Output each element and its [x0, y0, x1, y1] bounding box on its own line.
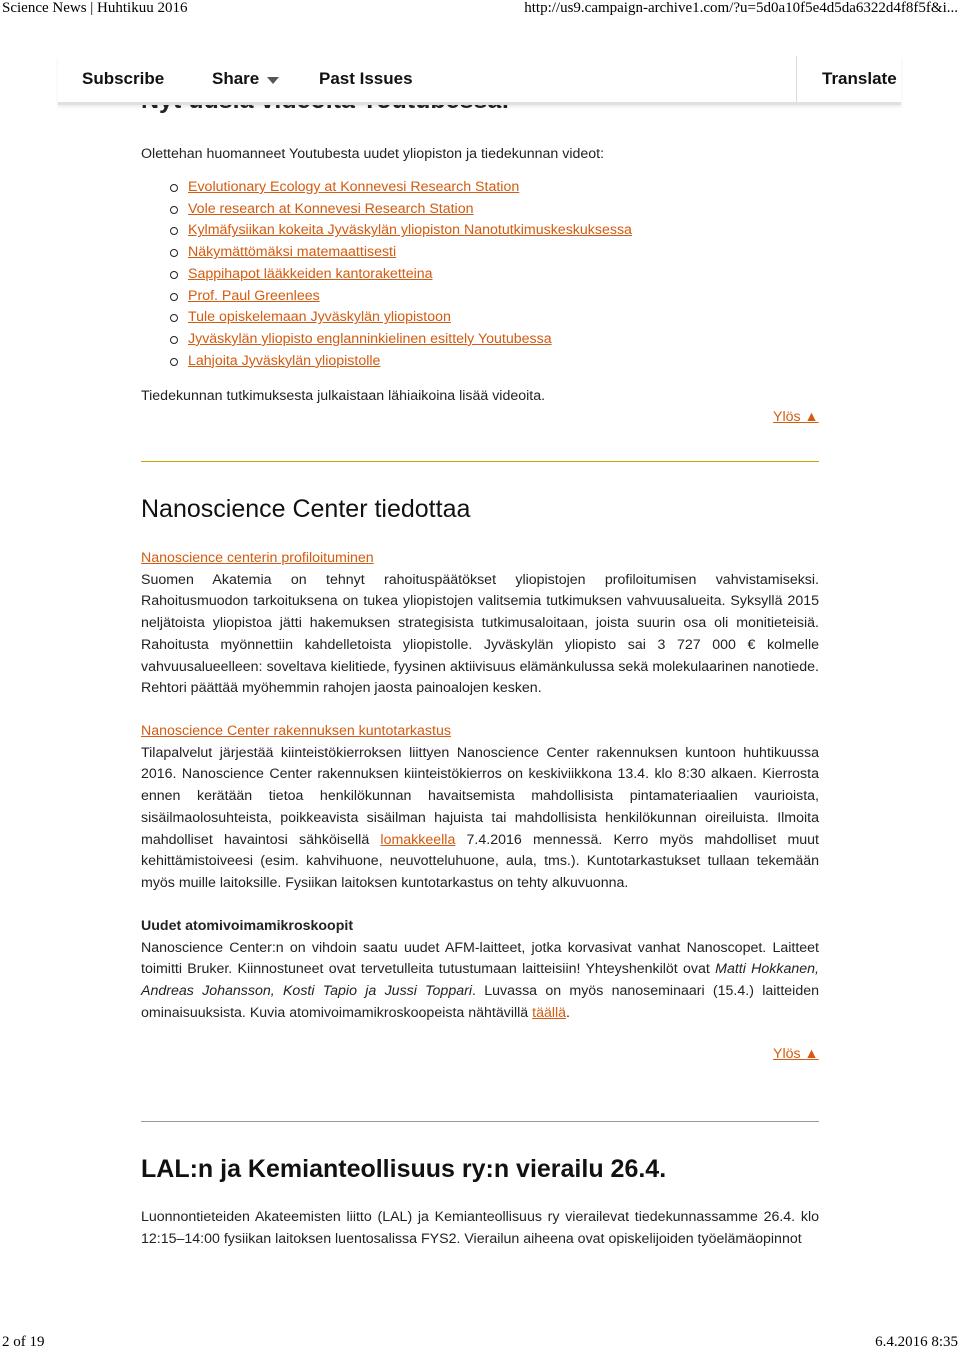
list-item — [170, 177, 632, 199]
video-link[interactable]: Näkymättömäksi matemaattisesti — [188, 244, 397, 261]
video-link[interactable]: Evolutionary Ecology at Konnevesi Research Station — [188, 179, 520, 195]
bullet-icon — [170, 227, 178, 235]
profiloituminen-link[interactable]: Nanoscience centerin profiloituminen — [141, 550, 374, 566]
subscribe-link[interactable]: Subscribe — [82, 69, 165, 88]
video-link[interactable]: Prof. Paul Greenlees — [188, 287, 320, 304]
video-link[interactable]: Lahjoita Jyväskylän yliopistolle — [188, 352, 381, 369]
form-link[interactable]: lomakkeella — [380, 831, 456, 848]
lal-title: LAL:n ja Kemianteollisuus ry:n vierailu 26.4. — [141, 1155, 667, 1183]
profiloituminen-block — [141, 548, 819, 700]
top-navbar — [58, 56, 901, 105]
videos-outro-block — [141, 386, 819, 408]
lal-text: Luonnontieteiden Akateemisten liitto (LAL) ja Kemianteollisuus ry vierailevat tiedekunnassamme 26.4. klo 12:15–14:00 fysiikan laitoksen luentosalissa FYS2. Vierailun aiheena ovat opiskelijoiden työelämäopinnot — [141, 1209, 819, 1247]
video-link[interactable]: Sappihapot lääkkeiden kantoraketteina — [188, 265, 433, 282]
afm-heading: Uudet atomivoimamikroskoopit — [141, 918, 354, 934]
translate-button[interactable]: Translate — [822, 69, 897, 88]
video-link[interactable]: Tule opiskelemaan Jyväskylän yliopistoon — [188, 309, 451, 326]
list-item — [170, 220, 632, 242]
list-item — [170, 307, 632, 329]
list-item — [170, 264, 632, 286]
nav-divider — [796, 56, 797, 102]
bullet-icon — [170, 314, 178, 322]
list-item — [170, 351, 632, 373]
video-link[interactable]: Vole research at Konnevesi Research Station — [188, 200, 474, 217]
profiloituminen-text: Suomen Akatemia on tehnyt rahoituspäätökset yliopistojen profiloitumisen vahvistamiseksi. Rahoitusmuodon tarkoituksena on tukea yliopistojen valitsemia tutkimuksen vahvuusalueita. Syksyllä 2015 neljätoista yliopistoa jätti hakemuksen strategisista tutkimusaloitaan, joista suurin osa oli monitieteisiä. Rahoitusta myönnettiin kahdelletoista yliopistolle. Jyväskylän yliopisto sai 3 727 000 € kolmelle vahvuusalueelleen: soveltava kielitiede, fyysinen aktiivisuus elämänkulussa sekä molekulaarinen nanotiede. Rehtori päättää myöhemmin rahojen jaosta painoalojen kesken. — [141, 571, 819, 697]
print-datetime: 6.4.2016 8:35 — [875, 1334, 958, 1350]
videos-intro: Olettehan huomanneet Youtubesta uudet yliopiston ja tiedekunnan videot: — [141, 146, 605, 162]
bullet-icon — [170, 206, 178, 214]
video-link[interactable]: Kylmäfysiikan kokeita Jyväskylän yliopiston Nanotutkimuskeskuksessa — [188, 222, 632, 239]
bullet-icon — [170, 184, 178, 192]
kuntotarkastus-text-part: Tilapalvelut järjestää kiinteistökierroksen liittyen Nanoscience Center rakennuksen kuntoon huhtikuussa 2016. Nanoscience Center rakennuksen kiinteistökierros on keskiviikkona 13.4. klo 8:30 alkaen. Kierrosta ennen kerätään tietoa henkilökunnan havaitsemista mahdollisista pintamateriaalien vaurioista, sisäilmaolosuhteista, poikkeavista sisäilman hajuista tai mahdollisista henkilökunnan oireiluista. Ilmoita mahdolliset havaintosi sähköisellä — [141, 744, 819, 848]
bullet-icon — [170, 358, 178, 366]
list-item — [170, 329, 632, 351]
afm-text-part: . Luvassa on myös nanoseminaari (15.4.) laitteiden ominaisuuksista. Kuvia atomivoimamikroskoopeista nähtävillä — [141, 983, 819, 1021]
afm-text-end: . — [566, 1004, 570, 1021]
list-item — [170, 242, 632, 264]
lal-block — [141, 1207, 819, 1250]
list-item — [170, 286, 632, 308]
bullet-icon — [170, 336, 178, 344]
video-link-list — [170, 177, 632, 372]
afm-text — [141, 938, 819, 1025]
afm-images-link[interactable]: täällä — [532, 1004, 567, 1021]
afm-text-part: Nanoscience Center:n on vihdoin saatu uudet AFM-laitteet, jotka korvasivat vanhat Nanoscopet. Laitteet toimitti Bruker. Kiinnostuneet ovat tervetulleita tutustumaan laitteisiin! Yhteyshenkilöt ovat — [141, 939, 819, 978]
back-to-top-link[interactable]: Ylös ▲ — [773, 409, 819, 425]
bullet-icon — [170, 271, 178, 279]
afm-contacts: Matti Hokkanen, Andreas Johansson, Kosti Tapio ja Jussi Toppari — [141, 961, 819, 1000]
kuntotarkastus-text-part: 7.4.2016 mennessä. Kerro myös mahdolliset muut kehittämistoiveesi (esim. kahvihuone, neuvotteluhuone, aula, tms.). Kuntotarkastukset tullaan tekemään myös muille laitoksille. Fysiikan laitoksen kuntotarkastus on tehty alkuvuonna. — [141, 831, 820, 891]
share-label: Share — [212, 69, 260, 88]
kuntotarkastus-block — [141, 721, 819, 895]
print-footer — [0, 1334, 960, 1352]
kuntotarkastus-link[interactable]: Nanoscience Center rakennuksen kuntotarkastus — [141, 723, 451, 739]
bullet-icon — [170, 293, 178, 301]
kuntotarkastus-text — [141, 743, 819, 895]
section-divider — [141, 1121, 819, 1122]
past-issues-link[interactable]: Past Issues — [319, 69, 413, 88]
print-header — [0, 0, 960, 18]
page-number: 2 of 19 — [2, 1334, 45, 1350]
nanoscience-title: Nanoscience Center tiedottaa — [141, 495, 471, 523]
print-header-title: Science News | Huhtikuu 2016 — [2, 0, 188, 16]
bullet-icon — [170, 249, 178, 257]
videos-intro-block — [141, 144, 819, 166]
list-item — [170, 199, 632, 221]
videos-outro: Tiedekunnan tutkimuksesta julkaistaan lähiaikoina lisää videoita. — [141, 388, 546, 404]
print-header-url: http://us9.campaign-archive1.com/?u=5d0a10f5e4d5da6322d4f8f5f&i... — [524, 0, 958, 16]
video-link[interactable]: Jyväskylän yliopisto englanninkielinen esittely Youtubessa — [188, 330, 552, 347]
share-menu[interactable] — [212, 69, 279, 89]
section-divider — [141, 461, 819, 462]
afm-block — [141, 916, 819, 1025]
chevron-down-icon — [267, 77, 279, 84]
back-to-top-link[interactable]: Ylös ▲ — [773, 1046, 819, 1062]
